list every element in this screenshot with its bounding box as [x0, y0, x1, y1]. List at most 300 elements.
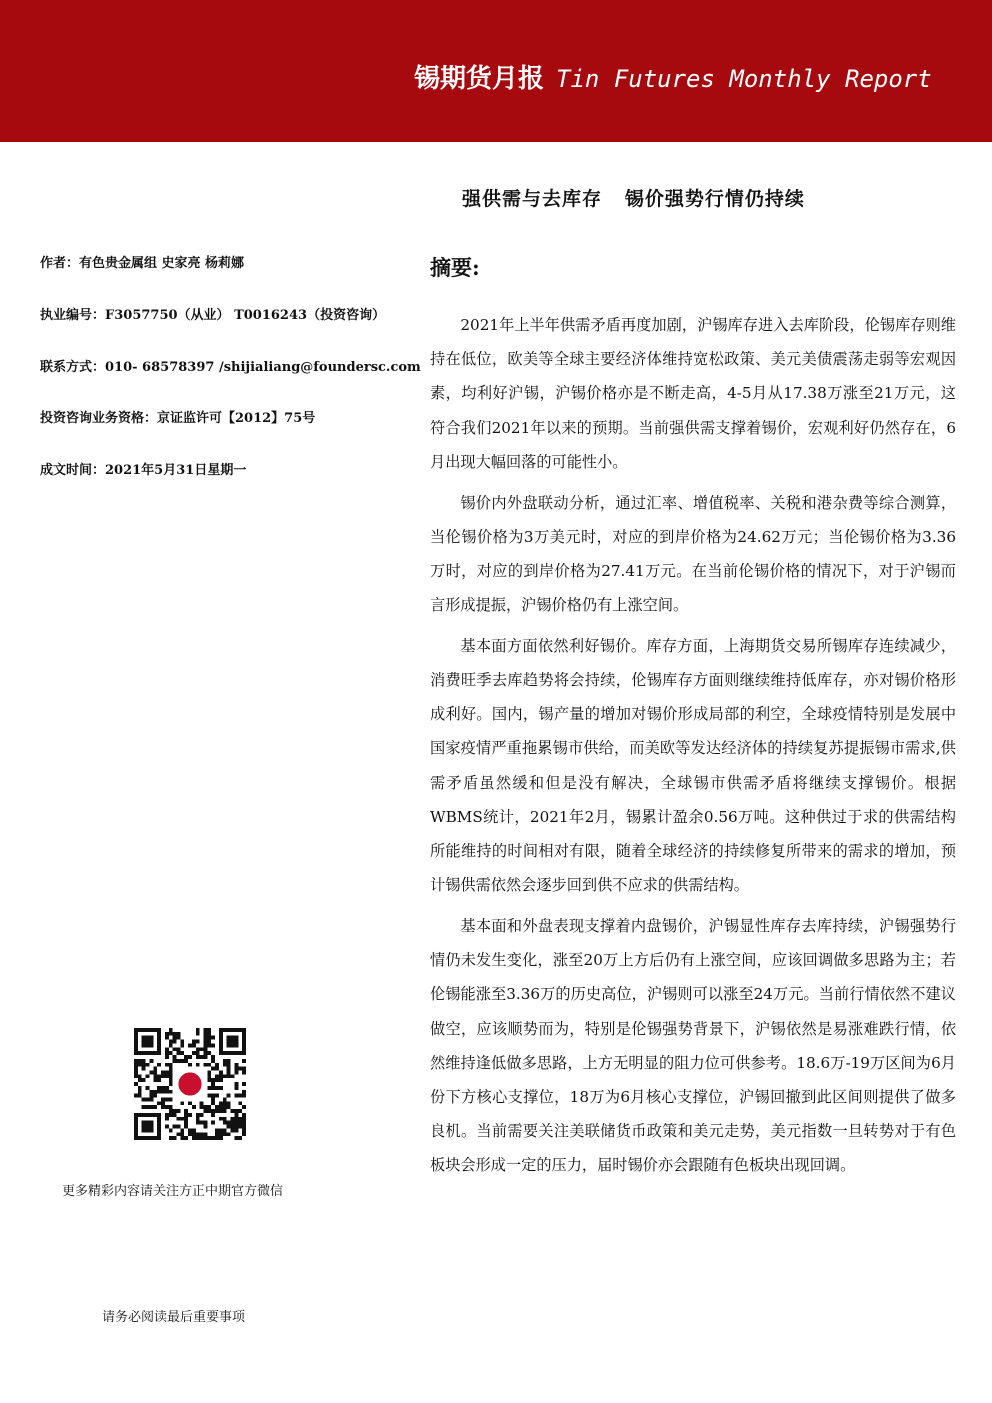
qr-module: [215, 1078, 219, 1082]
qr-module: [196, 1113, 200, 1117]
qr-module: [180, 1136, 184, 1140]
qr-module: [238, 1125, 242, 1129]
qr-module: [207, 1074, 211, 1078]
qr-module: [134, 1094, 138, 1098]
qr-module: [165, 1063, 169, 1067]
qr-module: [153, 1094, 157, 1098]
qr-module: [211, 1121, 215, 1125]
qr-module: [200, 1136, 204, 1140]
qr-module: [223, 1098, 227, 1102]
qr-module: [234, 1063, 238, 1067]
qr-module: [184, 1136, 188, 1140]
qr-module: [227, 1059, 231, 1063]
qr-module: [180, 1051, 184, 1055]
qr-module: [149, 1094, 153, 1098]
qr-module: [207, 1078, 211, 1082]
qr-module: [188, 1043, 192, 1047]
qr-module: [161, 1105, 165, 1109]
qr-module: [211, 1043, 215, 1047]
qr-module: [211, 1101, 215, 1105]
qr-module: [227, 1101, 231, 1105]
qr-module: [219, 1101, 223, 1105]
qr-module: [176, 1047, 180, 1051]
qr-module: [184, 1059, 188, 1063]
qr-module: [173, 1055, 177, 1059]
qr-module: [161, 1086, 165, 1090]
qr-module: [157, 1078, 161, 1082]
qr-module: [211, 1059, 215, 1063]
qr-module: [184, 1113, 188, 1117]
qr-module: [196, 1121, 200, 1125]
qr-module: [165, 1032, 169, 1036]
qr-module: [165, 1047, 169, 1051]
qr-module: [200, 1101, 204, 1105]
qr-module: [149, 1090, 153, 1094]
qr-module: [146, 1098, 150, 1102]
meta-license-no: 执业编号：F3057750（从业） T0016243（投资咨询）: [40, 308, 386, 323]
qr-module: [207, 1051, 211, 1055]
qr-module: [211, 1036, 215, 1040]
qr-module: [180, 1059, 184, 1063]
qr-module: [138, 1063, 142, 1067]
qr-module: [223, 1109, 227, 1113]
qr-module: [173, 1032, 177, 1036]
qr-module: [234, 1113, 238, 1117]
document-title: 强供需与去库存 锡价强势行情仍持续: [462, 188, 805, 210]
meta-authors: 作者：有色贵金属组 史家亮 杨莉娜: [40, 256, 245, 271]
qr-module: [176, 1036, 180, 1040]
qr-module: [204, 1136, 208, 1140]
qr-module: [242, 1113, 246, 1117]
qr-module: [188, 1055, 192, 1059]
qr-module: [223, 1121, 227, 1125]
qr-module: [219, 1086, 223, 1090]
qr-module: [211, 1055, 215, 1059]
qr-module: [207, 1070, 211, 1074]
wechat-qr-code-icon: [134, 1028, 246, 1140]
qr-module: [165, 1125, 169, 1129]
qr-module: [211, 1086, 215, 1090]
qr-module: [227, 1063, 231, 1067]
qr-module: [234, 1136, 238, 1140]
qr-module: [149, 1070, 153, 1074]
qr-module: [192, 1040, 196, 1044]
qr-module: [173, 1125, 177, 1129]
qr-module: [184, 1109, 188, 1113]
qr-module: [204, 1105, 208, 1109]
qr-module: [196, 1028, 200, 1032]
qr-module: [161, 1074, 165, 1078]
qr-module: [234, 1109, 238, 1113]
qr-module: [242, 1105, 246, 1109]
qr-module: [219, 1136, 223, 1140]
qr-module: [227, 1074, 231, 1078]
qr-module: [169, 1070, 173, 1074]
qr-module: [134, 1059, 138, 1063]
qr-module: [165, 1036, 169, 1040]
qr-module: [242, 1125, 246, 1129]
qr-caption: 更多精彩内容请关注方正中期官方微信: [62, 1184, 284, 1199]
qr-module: [219, 1128, 223, 1132]
qr-module: [138, 1078, 142, 1082]
qr-module: [242, 1117, 246, 1121]
qr-module: [238, 1121, 242, 1125]
qr-module: [207, 1032, 211, 1036]
qr-module: [142, 1105, 146, 1109]
qr-module: [227, 1105, 231, 1109]
qr-module: [211, 1136, 215, 1140]
qr-module: [242, 1094, 246, 1098]
qr-module: [149, 1105, 153, 1109]
qr-module: [173, 1047, 177, 1051]
qr-module: [227, 1094, 231, 1098]
qr-module: [169, 1082, 173, 1086]
qr-module: [204, 1109, 208, 1113]
qr-module: [173, 1136, 177, 1140]
qr-module: [188, 1101, 192, 1105]
qr-module: [184, 1121, 188, 1125]
qr-module: [234, 1082, 238, 1086]
qr-module: [207, 1109, 211, 1113]
qr-module: [227, 1125, 231, 1129]
qr-module: [169, 1078, 173, 1082]
qr-module: [149, 1059, 153, 1063]
report-title-en: Tin Futures Monthly Report: [556, 65, 932, 93]
qr-module: [200, 1132, 204, 1136]
qr-module: [165, 1090, 169, 1094]
qr-module: [188, 1132, 192, 1136]
qr-module: [204, 1032, 208, 1036]
qr-module: [169, 1113, 173, 1117]
qr-module: [142, 1059, 146, 1063]
qr-module: [169, 1040, 173, 1044]
qr-module: [211, 1094, 215, 1098]
qr-module: [142, 1098, 146, 1102]
qr-module: [173, 1113, 177, 1117]
qr-module: [207, 1040, 211, 1044]
qr-module: [242, 1090, 246, 1094]
qr-module: [238, 1117, 242, 1121]
qr-module: [223, 1101, 227, 1105]
qr-module: [138, 1086, 142, 1090]
qr-module: [146, 1074, 150, 1078]
qr-module: [242, 1067, 246, 1071]
qr-module: [207, 1036, 211, 1040]
qr-module: [176, 1132, 180, 1136]
qr-module: [219, 1074, 223, 1078]
qr-module: [223, 1105, 227, 1109]
qr-module: [142, 1063, 146, 1067]
qr-module: [134, 1082, 138, 1086]
qr-module: [176, 1032, 180, 1036]
qr-module: [153, 1074, 157, 1078]
qr-module: [223, 1063, 227, 1067]
qr-module: [169, 1067, 173, 1071]
qr-module: [165, 1113, 169, 1117]
qr-module: [207, 1136, 211, 1140]
qr-module: [207, 1028, 211, 1032]
qr-module: [215, 1105, 219, 1109]
qr-module: [157, 1101, 161, 1105]
qr-module: [188, 1113, 192, 1117]
qr-module: [238, 1094, 242, 1098]
qr-module: [234, 1094, 238, 1098]
qr-module: [211, 1098, 215, 1102]
qr-module: [227, 1070, 231, 1074]
qr-module: [176, 1059, 180, 1063]
qr-module: [231, 1117, 235, 1121]
qr-module: [215, 1074, 219, 1078]
qr-module: [173, 1059, 177, 1063]
qr-module: [169, 1090, 173, 1094]
qr-module: [234, 1125, 238, 1129]
report-title: [414, 58, 932, 95]
qr-module: [242, 1128, 246, 1132]
qr-module: [196, 1051, 200, 1055]
qr-module: [204, 1125, 208, 1129]
qr-module: [215, 1067, 219, 1071]
qr-module: [196, 1032, 200, 1036]
qr-module: [161, 1090, 165, 1094]
qr-module: [204, 1047, 208, 1051]
qr-module: [180, 1132, 184, 1136]
qr-module: [215, 1063, 219, 1067]
qr-module: [184, 1055, 188, 1059]
qr-module: [200, 1105, 204, 1109]
qr-module: [196, 1063, 200, 1067]
qr-module: [173, 1040, 177, 1044]
qr-module: [234, 1128, 238, 1132]
qr-module: [169, 1098, 173, 1102]
qr-module: [138, 1059, 142, 1063]
qr-module: [200, 1113, 204, 1117]
qr-module: [157, 1090, 161, 1094]
qr-module: [242, 1121, 246, 1125]
qr-module: [134, 1063, 138, 1067]
qr-module: [215, 1094, 219, 1098]
qr-module: [204, 1040, 208, 1044]
meta-contact: 联系方式：010- 68578397 /shijialiang@foundersc.com: [40, 360, 421, 375]
qr-module: [231, 1128, 235, 1132]
qr-module: [176, 1125, 180, 1129]
qr-module: [231, 1125, 235, 1129]
summary-paragraph-3: 基本面方面依然利好锡价。库存方面，上海期货交易所锡库存连续减少，消费旺季去库趋势将会持续，伦锡库存方面则继续维持低库存，亦对锡价格形成利好。国内，锡产量的增加对锡价形成局部的利空，全球疫情特别是发展中国家疫情严重拖累锡市供给，而美欧等发达经济体的持续复苏提振锡市需求,供需矛盾虽然缓和但是没有解决，全球锡市供需矛盾将继续支撑锡价。根据WBMS统计，2021年2月，锡累计盈余0.56万吨。这种供过于求的供需结构所能维持的时间相对有限，随着全球经济的持续修复所带来的需求的增加，预计锡供需依然会逐步回到供不应求的供需结构。: [430, 636, 956, 895]
qr-module: [180, 1128, 184, 1132]
qr-module: [165, 1098, 169, 1102]
qr-module: [180, 1040, 184, 1044]
qr-module: [192, 1105, 196, 1109]
qr-module: [207, 1043, 211, 1047]
qr-module: [169, 1032, 173, 1036]
qr-module: [204, 1132, 208, 1136]
qr-module: [223, 1117, 227, 1121]
qr-module: [157, 1074, 161, 1078]
qr-module: [161, 1101, 165, 1105]
qr-module: [176, 1109, 180, 1113]
important-notice: 请务必阅读最后重要事项: [102, 1310, 246, 1325]
qr-module: [215, 1109, 219, 1113]
qr-module: [196, 1040, 200, 1044]
qr-module: [219, 1070, 223, 1074]
qr-module: [196, 1117, 200, 1121]
qr-module: [192, 1128, 196, 1132]
qr-module: [153, 1070, 157, 1074]
qr-module: [165, 1105, 169, 1109]
qr-module: [219, 1109, 223, 1113]
qr-module: [219, 1078, 223, 1082]
qr-module: [204, 1051, 208, 1055]
qr-module: [227, 1121, 231, 1125]
summary-paragraph-2: 锡价内外盘联动分析，通过汇率、增值税率、关税和港杂费等综合测算，当伦锡价格为3万美元时，对应的到岸价格为24.62万元；当伦锡价格为3.36万时，对应的到岸价格为27.41万元。在当前伦锡价格的情况下，对于沪锡而言形成提振，沪锡价格仍有上涨空间。: [430, 493, 956, 615]
qr-module: [138, 1090, 142, 1094]
qr-module: [138, 1094, 142, 1098]
qr-module: [153, 1067, 157, 1071]
qr-module: [242, 1082, 246, 1086]
qr-module: [169, 1136, 173, 1140]
qr-module: [238, 1136, 242, 1140]
qr-module: [153, 1078, 157, 1082]
qr-module: [215, 1086, 219, 1090]
qr-module: [169, 1028, 173, 1032]
qr-module: [211, 1082, 215, 1086]
qr-module: [165, 1074, 169, 1078]
qr-module: [215, 1136, 219, 1140]
qr-module: [242, 1070, 246, 1074]
meta-date: 成文时间：2021年5月31日星期一: [40, 463, 247, 478]
qr-module: [161, 1070, 165, 1074]
qr-module: [219, 1105, 223, 1109]
qr-module: [204, 1055, 208, 1059]
qr-module: [153, 1105, 157, 1109]
qr-module: [161, 1098, 165, 1102]
qr-module: [200, 1055, 204, 1059]
qr-module: [192, 1132, 196, 1136]
qr-module: [223, 1074, 227, 1078]
qr-module: [173, 1036, 177, 1040]
qr-module: [207, 1094, 211, 1098]
summary-heading: 摘要:: [430, 255, 480, 280]
qr-module: [192, 1043, 196, 1047]
qr-module: [234, 1117, 238, 1121]
qr-module: [234, 1086, 238, 1090]
qr-module: [231, 1121, 235, 1125]
qr-module: [169, 1128, 173, 1132]
qr-module: [180, 1043, 184, 1047]
qr-module: [196, 1047, 200, 1051]
qr-module: [215, 1132, 219, 1136]
qr-module: [215, 1128, 219, 1132]
qr-module: [169, 1051, 173, 1055]
qr-module: [188, 1128, 192, 1132]
qr-module: [211, 1067, 215, 1071]
qr-module: [207, 1105, 211, 1109]
qr-module: [192, 1136, 196, 1140]
qr-module: [231, 1074, 235, 1078]
qr-module: [231, 1109, 235, 1113]
qr-module: [142, 1078, 146, 1082]
qr-module: [176, 1117, 180, 1121]
qr-module: [234, 1067, 238, 1071]
qr-module: [173, 1109, 177, 1113]
qr-module: [134, 1070, 138, 1074]
qr-module: [169, 1043, 173, 1047]
qr-module: [204, 1063, 208, 1067]
qr-module: [238, 1101, 242, 1105]
qr-module: [142, 1067, 146, 1071]
qr-module: [134, 1067, 138, 1071]
qr-module: [149, 1098, 153, 1102]
qr-module: [169, 1074, 173, 1078]
qr-module: [219, 1117, 223, 1121]
qr-module: [204, 1028, 208, 1032]
qr-module: [219, 1132, 223, 1136]
qr-module: [204, 1121, 208, 1125]
qr-module: [169, 1063, 173, 1067]
qr-module: [211, 1113, 215, 1117]
qr-module: [165, 1117, 169, 1121]
qr-module: [165, 1051, 169, 1055]
qr-module: [176, 1051, 180, 1055]
qr-module: [184, 1125, 188, 1129]
qr-module: [211, 1109, 215, 1113]
qr-module: [196, 1055, 200, 1059]
qr-module: [223, 1059, 227, 1063]
qr-module: [200, 1047, 204, 1051]
qr-module: [234, 1070, 238, 1074]
qr-module: [200, 1121, 204, 1125]
qr-module: [165, 1070, 169, 1074]
qr-module: [134, 1074, 138, 1078]
summary-paragraph-1: 2021年上半年供需矛盾再度加剧，沪锡库存进入去库阶段，伦锡库存则维持在低位，欧美等全球主要经济体维持宽松政策、美元美债震荡走弱等宏观因素，均利好沪锡，沪锡价格亦是不断走高，4-5月从17.38万涨至21万元，这符合我们2021年以来的预期。当前强供需支撑着锡价，宏观利好仍然存在，6月出现大幅回落的可能性小。: [430, 316, 956, 471]
qr-module: [192, 1051, 196, 1055]
qr-module: [157, 1063, 161, 1067]
qr-module: [196, 1136, 200, 1140]
qr-module: [157, 1086, 161, 1090]
qr-module: [153, 1090, 157, 1094]
qr-module: [238, 1109, 242, 1113]
meta-qualification: 投资咨询业务资格：京证监许可【2012】75号: [40, 411, 316, 426]
qr-module: [146, 1086, 150, 1090]
qr-module: [169, 1105, 173, 1109]
header-band: [0, 0, 992, 142]
qr-module: [196, 1132, 200, 1136]
qr-module: [227, 1067, 231, 1071]
qr-module: [204, 1036, 208, 1040]
qr-module: [204, 1043, 208, 1047]
qr-module: [146, 1105, 150, 1109]
qr-module: [138, 1074, 142, 1078]
qr-module: [227, 1132, 231, 1136]
qr-module: [207, 1086, 211, 1090]
summary-body: [430, 308, 956, 1189]
qr-module: [223, 1128, 227, 1132]
qr-module: [207, 1063, 211, 1067]
qr-module: [238, 1067, 242, 1071]
qr-module: [223, 1132, 227, 1136]
qr-module: [234, 1121, 238, 1125]
qr-module: [188, 1063, 192, 1067]
report-title-cn: 锡期货月报: [414, 64, 545, 94]
qr-module: [165, 1055, 169, 1059]
qr-module: [165, 1086, 169, 1090]
qr-module: [146, 1063, 150, 1067]
qr-module: [180, 1101, 184, 1105]
qr-module: [242, 1059, 246, 1063]
qr-module: [180, 1117, 184, 1121]
qr-module: [184, 1117, 188, 1121]
qr-module: [211, 1078, 215, 1082]
qr-module: [169, 1109, 173, 1113]
